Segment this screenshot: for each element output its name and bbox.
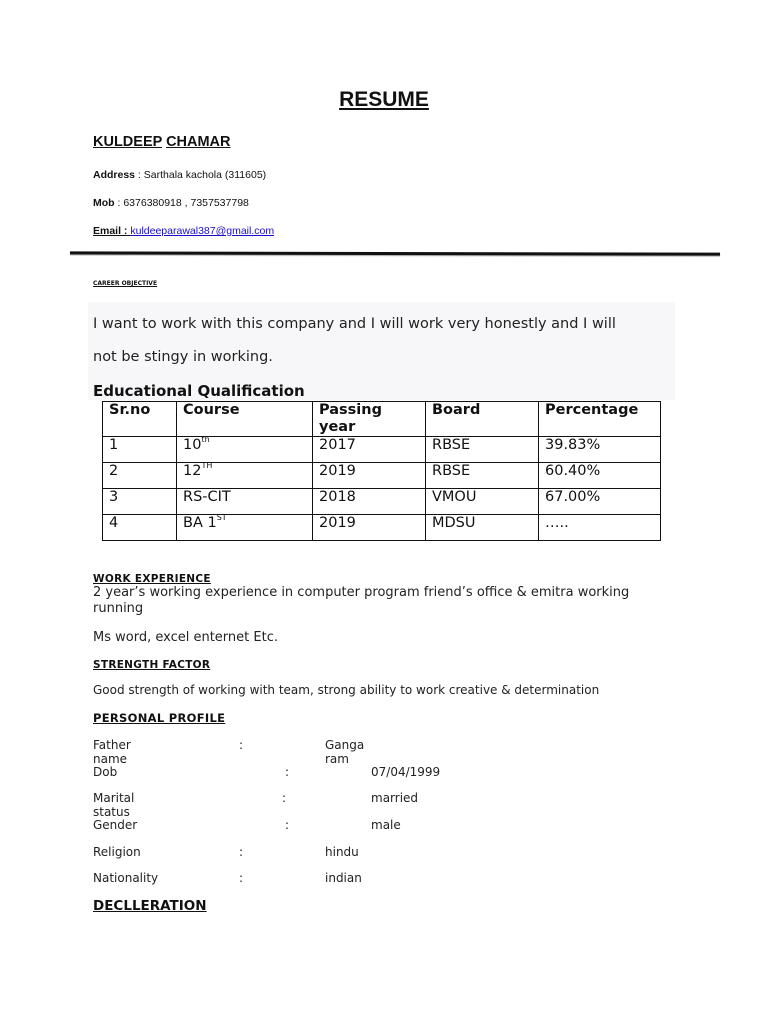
column-header: Passing year bbox=[313, 402, 426, 437]
cell-srno: 2 bbox=[103, 463, 177, 489]
mobile-line bbox=[93, 197, 249, 209]
work-experience-heading: WORK EXPERIENCE bbox=[93, 573, 211, 585]
profile-label: Gender bbox=[93, 818, 138, 832]
address-label: Address bbox=[93, 169, 136, 181]
address-line bbox=[93, 169, 266, 181]
cell-board: MDSU bbox=[426, 515, 539, 541]
cell-board: RBSE bbox=[426, 463, 539, 489]
strength-heading: STRENGTH FACTOR bbox=[93, 659, 211, 671]
cell-percentage: ….. bbox=[539, 515, 661, 541]
profile-colon: : bbox=[282, 791, 287, 805]
cell-course: BA 1ST bbox=[177, 515, 313, 541]
column-header: Sr.no bbox=[103, 402, 177, 437]
email-link[interactable]: kuldeeparawal387@gmail.com bbox=[130, 225, 275, 237]
profile-value: indian bbox=[325, 871, 362, 885]
cell-course: 10th bbox=[177, 437, 313, 463]
career-objective-heading: CAREER OBJECTIVE bbox=[93, 280, 158, 287]
cell-year: 2017 bbox=[313, 437, 426, 463]
work-experience-line-1: 2 year’s working experience in computer program friend’s office & emitra working bbox=[93, 585, 630, 600]
last-name: CHAMAR bbox=[166, 134, 231, 150]
education-table bbox=[102, 401, 661, 541]
cell-course: 12TH bbox=[177, 463, 313, 489]
cell-course: RS-CIT bbox=[177, 489, 313, 515]
profile-value: Ganga ram bbox=[325, 738, 365, 766]
education-heading: Educational Qualification bbox=[93, 382, 305, 400]
column-header: Percentage bbox=[539, 402, 661, 437]
profile-value: married bbox=[371, 791, 419, 805]
table-row bbox=[103, 489, 661, 515]
work-experience-line-2: running bbox=[93, 601, 144, 616]
objective-line-2: not be stingy in working. bbox=[93, 349, 273, 365]
cell-year: 2019 bbox=[313, 515, 426, 541]
cell-srno: 3 bbox=[103, 489, 177, 515]
resume-title: RESUME bbox=[339, 88, 429, 111]
objective-line-1: I want to work with this company and I will work very honestly and I will bbox=[93, 316, 616, 332]
cell-srno: 1 bbox=[103, 437, 177, 463]
column-header: Board bbox=[426, 402, 539, 437]
mobile-value: : 6376380918 , 7357537798 bbox=[114, 197, 249, 209]
mobile-label: Mob bbox=[93, 197, 115, 209]
address-value: : Sarthala kachola (311605) bbox=[135, 169, 267, 181]
cell-srno: 4 bbox=[103, 515, 177, 541]
cell-board: VMOU bbox=[426, 489, 539, 515]
profile-colon: : bbox=[285, 818, 290, 832]
cell-percentage: 39.83% bbox=[539, 437, 661, 463]
profile-label: Nationality bbox=[93, 871, 159, 885]
table-row bbox=[103, 515, 661, 541]
cell-percentage: 67.00% bbox=[539, 489, 661, 515]
profile-colon: : bbox=[239, 845, 244, 859]
profile-colon: : bbox=[239, 738, 244, 752]
email-line bbox=[93, 225, 274, 237]
profile-label: Dob bbox=[93, 765, 118, 779]
profile-label: Religion bbox=[93, 845, 141, 859]
profile-colon: : bbox=[239, 871, 244, 885]
header-divider bbox=[70, 251, 720, 255]
cell-percentage: 60.40% bbox=[539, 463, 661, 489]
candidate-name bbox=[93, 134, 231, 150]
cell-year: 2019 bbox=[313, 463, 426, 489]
cell-board: RBSE bbox=[426, 437, 539, 463]
profile-colon: : bbox=[285, 765, 290, 779]
cell-year: 2018 bbox=[313, 489, 426, 515]
column-header: Course bbox=[177, 402, 313, 437]
first-name: KULDEEP bbox=[93, 134, 163, 150]
profile-label: Marital status bbox=[93, 791, 135, 819]
table-row bbox=[103, 463, 661, 489]
table-row bbox=[103, 437, 661, 463]
email-label: Email : bbox=[93, 225, 131, 237]
work-experience-line-3: Ms word, excel enternet Etc. bbox=[93, 630, 278, 645]
profile-value: hindu bbox=[325, 845, 359, 859]
profile-value: 07/04/1999 bbox=[371, 765, 441, 779]
strength-text: Good strength of working with team, strong ability to work creative & determination bbox=[93, 683, 600, 697]
table-header-row bbox=[103, 402, 661, 437]
declaration-heading: DECLLERATION bbox=[93, 898, 207, 914]
profile-label: Father name bbox=[93, 738, 131, 766]
personal-profile-heading: PERSONAL PROFILE bbox=[93, 711, 226, 725]
profile-value: male bbox=[371, 818, 401, 832]
